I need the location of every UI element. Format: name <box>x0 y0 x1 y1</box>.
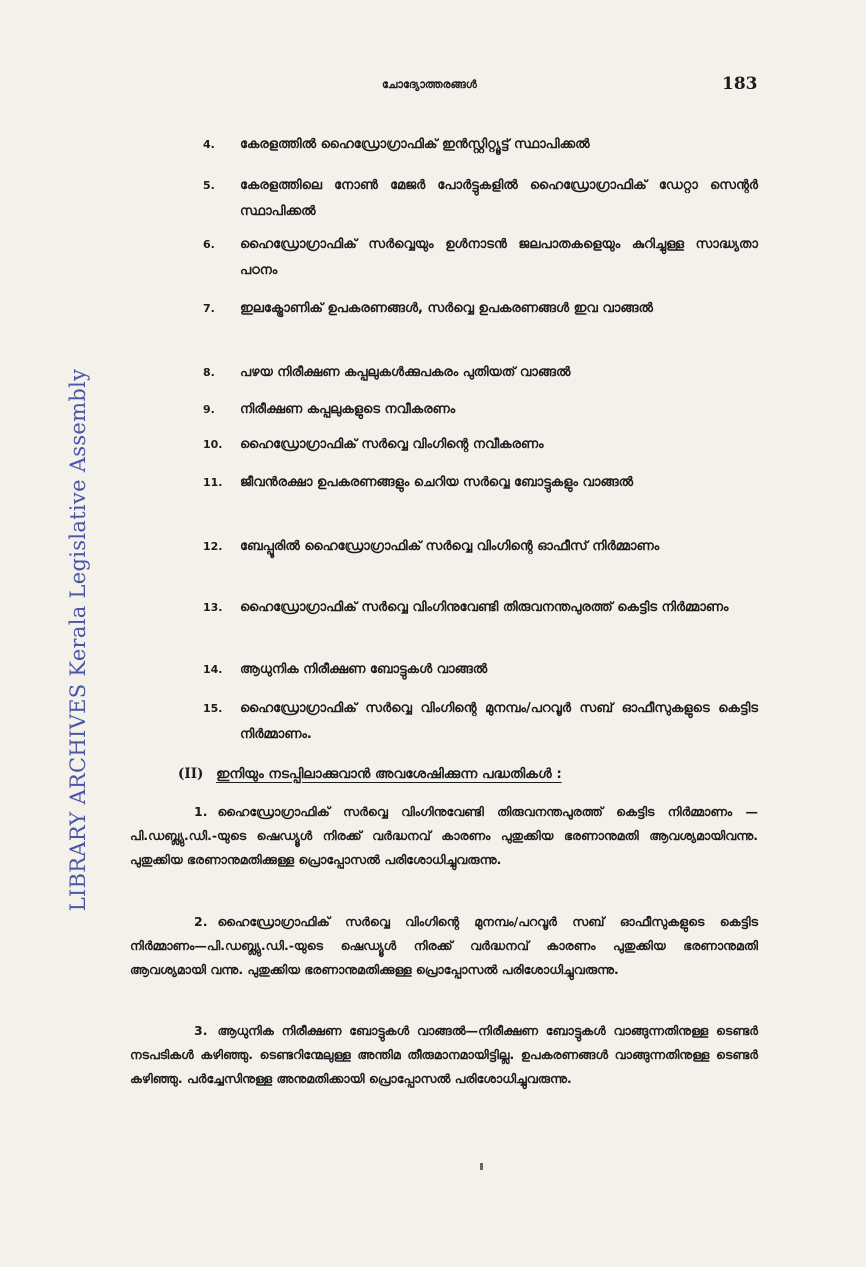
paragraph-text: ഹൈഡ്രോഗ്രാഫിക് സർവ്വെ വിംഗിന്റെ മുനമ്പം/പറവൂർ സബ് ഓഫീസുകളുടെ കെട്ടിട നിർമ്മാണം—പി.ഡബ്ല്യു.ഡി.-യുടെ ഷെഡ്യൂൾ നിരക്ക് വർദ്ധനവ് കാരണം പുതുക്കിയ ഭരണാനുമതി ആവശ്യമായി വന്നു. പുതുക്കിയ ഭരണാനുമതിക്കുള്ള പ്രൊപ്പോസൽ പരിശോധിച്ചുവരുന്നു. <box>130 914 758 977</box>
item-number: 7. <box>203 302 215 315</box>
item-text: ഹൈഡ്രോഗ്രാഫിക് സർവ്വെ വിംഗിന്റെ നവീകരണം <box>240 437 544 452</box>
item-text: ആധുനിക നിരീക്ഷണ ബോട്ടുകൾ വാങ്ങൽ <box>240 662 488 677</box>
archive-watermark: LIBRARY ARCHIVES Kerala Legislative Assembly <box>66 368 90 912</box>
item-text: ഹൈഡ്രോഗ്രാഫിക് സർവ്വെയും ഉൾനാടൻ ജലപാതകളെയും കുറിച്ചുള്ള സാദ്ധ്യതാ പഠനം <box>240 237 758 278</box>
item-text: ജീവൻരക്ഷാ ഉപകരണങ്ങളും ചെറിയ സർവ്വെ ബോട്ടുകളും വാങ്ങൽ <box>240 475 634 490</box>
item-text: ഹൈഡ്രോഗ്രാഫിക് സർവ്വെ വിംഗിനുവേണ്ടി തിരുവനന്തപുരത്ത് കെട്ടിട നിർമ്മാണം <box>240 600 729 615</box>
item-text: കേരളത്തിൽ ഹൈഡ്രോഗ്രാഫിക് ഇൻസ്റ്റിറ്റ്യൂട്ട് സ്ഥാപിക്കൽ <box>240 137 590 152</box>
item-number: 5. <box>203 179 215 192</box>
item-text: ബേപ്പൂരിൽ ഹൈഡ്രോഗ്രാഫിക് സർവ്വെ വിംഗിന്റെ ഓഫീസ് നിർമ്മാണം <box>240 539 660 554</box>
item-text: ഹൈഡ്രോഗ്രാഫിക് സർവ്വെ വിംഗിന്റെ മുനമ്പം/പറവൂർ സബ് ഓഫീസുകളുടെ കെട്ടിട നിർമ്മാണം. <box>240 701 758 742</box>
item-number: 9. <box>203 403 215 416</box>
item-number: 14. <box>203 663 223 676</box>
paragraph-text: ആധുനിക നിരീക്ഷണ ബോട്ടുകൾ വാങ്ങൽ—നിരീക്ഷണ ബോട്ടുകൾ വാങ്ങുന്നതിനുള്ള ടെണ്ടർ നടപടികൾ കഴിഞ്ഞു. ടെണ്ടറിന്മേലുള്ള അന്തിമ തീരുമാനമായിട്ടില്ല. ഉപകരണങ്ങൾ വാങ്ങുന്നതിനുള്ള ടെണ്ടർ കഴിഞ്ഞു. പർച്ചേസിനുള്ള അനുമതിക്കായി പ്രൊപ്പോസൽ പരിശോധിച്ചുവരുന്നു. <box>130 1023 758 1086</box>
page-number: 183 <box>722 74 758 94</box>
section-title: ഇനിയും നടപ്പിലാക്കുവാൻ അവശേഷിക്കുന്ന പദ്ധതികൾ : <box>216 766 562 782</box>
section-label: (II) <box>178 766 204 782</box>
paragraph-text: ഹൈഡ്രോഗ്രാഫിക് സർവ്വെ വിംഗിനുവേണ്ടി തിരുവനന്തപുരത്ത് കെട്ടിട നിർമ്മാണം —പി.ഡബ്ല്യു.ഡി.-യുടെ ഷെഡ്യൂൾ നിരക്ക് വർദ്ധനവ് കാരണം പുതുക്കിയ ഭരണാനുമതി ആവശ്യമായിവന്നു. പുതുക്കിയ ഭരണാനുമതിക്കുള്ള പ്രൊപ്പോസൽ പരിശോധിച്ചുവരുന്നു. <box>130 804 758 867</box>
paragraph-number: 1. <box>194 804 208 819</box>
item-text: പഴയ നിരീക്ഷണ കപ്പലുകൾക്കുപകരം പുതിയത് വാങ്ങൽ <box>240 365 571 380</box>
running-title: ചോദ്യോത്തരങ്ങൾ <box>382 78 477 91</box>
item-number: 13. <box>203 601 223 614</box>
paragraph <box>130 800 758 872</box>
item-number: 15. <box>203 702 223 715</box>
paragraph <box>130 910 758 982</box>
item-number: 10. <box>203 438 223 451</box>
item-text: നിരീക്ഷണ കപ്പലുകളുടെ നവീകരണം <box>240 402 456 417</box>
item-number: 12. <box>203 540 223 553</box>
item-text: ഇലക്ട്രോണിക് ഉപകരണങ്ങൾ, സർവ്വെ ഉപകരണങ്ങൾ ഇവ വാങ്ങൽ <box>240 301 653 316</box>
paragraph-number: 3. <box>194 1023 208 1038</box>
item-number: 6. <box>203 238 215 251</box>
item-number: 4. <box>203 138 215 151</box>
section-heading <box>178 762 738 786</box>
print-mark <box>480 1163 483 1170</box>
paragraph <box>130 1019 758 1091</box>
item-text: കേരളത്തിലെ നോൺ മേജർ പോർട്ടുകളിൽ ഹൈഡ്രോഗ്രാഫിക് ഡേറ്റാ സെന്റർ സ്ഥാപിക്കൽ <box>240 178 758 219</box>
item-number: 8. <box>203 366 215 379</box>
item-number: 11. <box>203 476 223 489</box>
paragraph-number: 2. <box>194 914 208 929</box>
